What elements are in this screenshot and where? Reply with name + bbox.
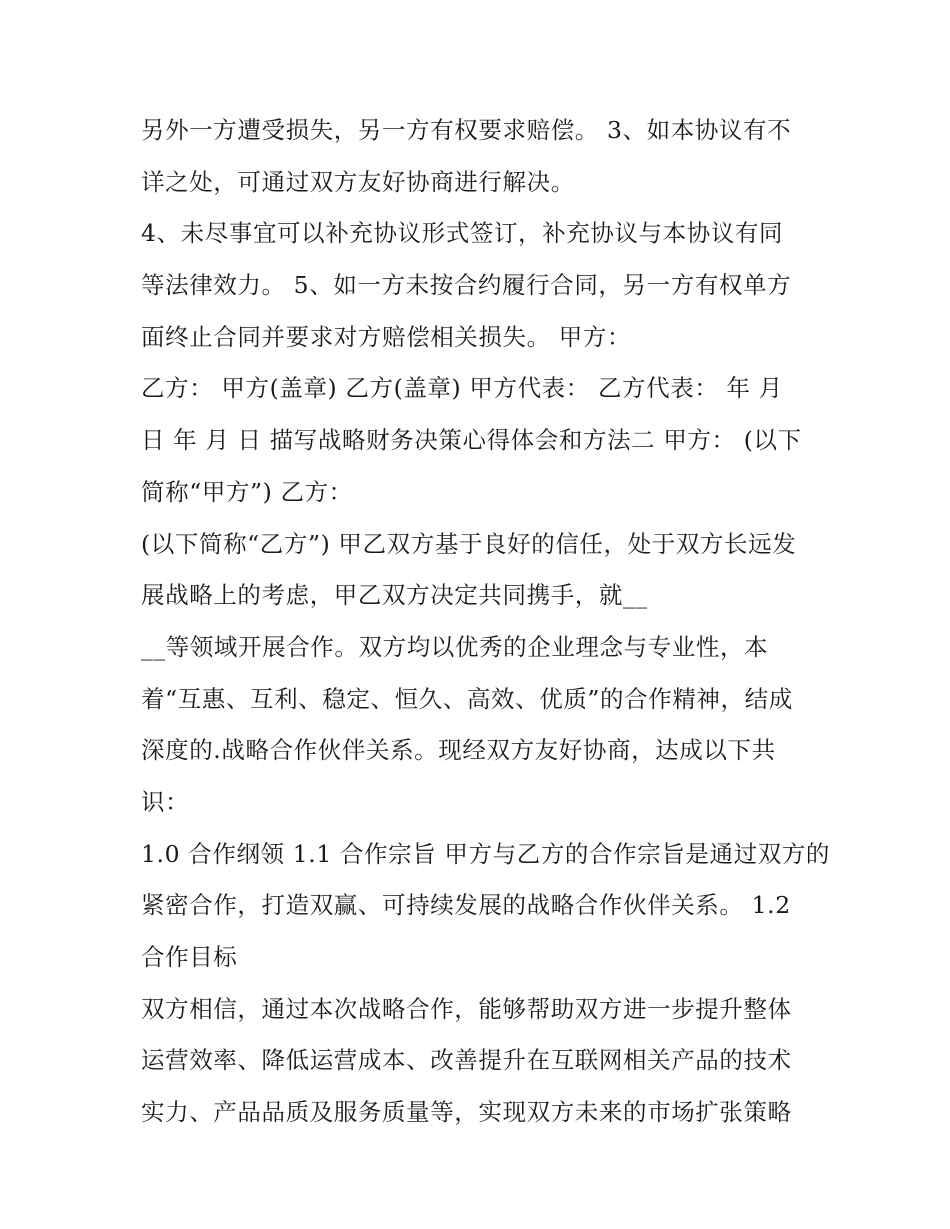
text-line: 面终止合同并要求对方赔偿相关损失。 甲方： [141, 322, 632, 351]
text-line: 紧密合作，打造双赢、可持续发展的战略合作伙伴关系。 1.2 [141, 891, 791, 920]
text-line: 合作目标 [141, 943, 238, 971]
text-line: 1.0 合作纲领 1.1 合作宗旨 甲方与乙方的合作宗旨是通过双方的 [141, 839, 831, 868]
text-line: 展战略上的考虑，甲乙双方决定共同携手，就__ [141, 581, 648, 610]
text-line: 着“互惠、互利、稳定、恒久、高效、优质”的合作精神，结成 [141, 684, 793, 713]
text-line: 简称“甲方”) 乙方： [141, 477, 353, 506]
text-line: 另外一方遭受损失，另一方有权要求赔偿。 3、如本协议有不 [141, 116, 792, 144]
text-line: 等法律效力。 5、如一方未按合约履行合同，另一方有权单方 [141, 271, 792, 300]
body-text [141, 108, 831, 1142]
text-line: __等领域开展合作。双方均以优秀的企业理念与专业性，本 [141, 632, 769, 661]
text-line: 详之处，可通过双方友好协商进行解决。 [141, 167, 575, 196]
text-line: 4、未尽事宜可以补充协议形式签订，补充协议与本协议有同 [141, 219, 784, 248]
text-line: 双方相信，通过本次战略合作，能够帮助双方进一步提升整体 [141, 994, 792, 1023]
text-line: 深度的.战略合作伙伴关系。现经双方友好协商，达成以下共 [141, 736, 776, 765]
text-line: 运营效率、降低运营成本、改善提升在互联网相关产品的技术 [141, 1046, 792, 1075]
text-line: 日 年 月 日 描写战略财务决策心得体会和方法二 甲方： (以下 [141, 426, 802, 455]
text-line: 乙方： 甲方(盖章) 乙方(盖章) 甲方代表： 乙方代表： 年 月 [141, 374, 783, 403]
text-line: (以下简称“乙方”) 甲乙双方基于良好的信任，处于双方长远发 [141, 529, 797, 558]
text-line: 实力、产品品质及服务质量等，实现双方未来的市场扩张策略 [141, 1098, 792, 1127]
text-line: 识： [141, 787, 190, 816]
